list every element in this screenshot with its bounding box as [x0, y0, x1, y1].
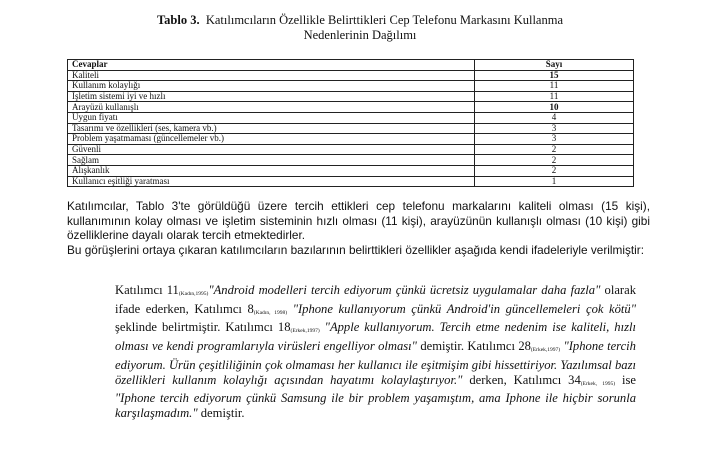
connector-text: derken,	[462, 372, 514, 387]
participant-11-quote: "Android modelleri tercih ediyorum çünkü ücretsiz uygulamalar daha fazla"	[208, 283, 601, 297]
row-count: 11	[475, 81, 634, 92]
row-count: 10	[475, 102, 634, 113]
participant-8-citation: (Kadın, 1998)	[253, 309, 288, 316]
row-label: Alışkanlık	[68, 165, 475, 176]
table-header-row	[68, 60, 634, 71]
table-row	[68, 165, 634, 176]
row-count: 15	[475, 70, 634, 81]
row-count: 2	[475, 155, 634, 166]
table-row	[68, 176, 634, 187]
connector-text: ise	[615, 372, 637, 387]
header-cevaplar: Cevaplar	[68, 60, 475, 71]
table-caption-title: Katılımcıların Özellikle Belirttikleri Cep Telefonu Markasını Kullanma	[205, 13, 563, 27]
body-paragraph	[67, 199, 650, 257]
body-paragraph-2: Bu görüşlerini ortaya çıkaran katılımcıların bazılarının belirttikleri özellikler aşağıda kendi ifadeleriyle verilmiştir:	[67, 242, 644, 257]
row-count: 3	[475, 123, 634, 134]
row-label: Tasarımı ve özellikleri (ses, kamera vb.)	[68, 123, 475, 134]
table-row	[68, 70, 634, 81]
participant-34-quote: "Iphone tercih ediyorum çünkü Samsung ile bir problem yaşamıştım, ama Iphone ile hiçbir sorunla karşılaşmadım."	[115, 391, 636, 420]
participant-18-quote: "Apple kullanıyorum. Tercih etme nedenim ise kaliteli, hızlı olması ve kendi programlarıyla virüsleri engelliyor olması"	[115, 320, 636, 354]
row-label: İşletim sistemi iyi ve hızlı	[68, 91, 475, 102]
row-label: Uygun fiyatı	[68, 112, 475, 123]
responses-table	[67, 59, 634, 187]
participant-8-label: Katılımcı 8	[194, 301, 254, 316]
row-count: 4	[475, 112, 634, 123]
row-count: 1	[475, 176, 634, 187]
row-label: Problem yaşatmaması (güncellemeler vb.)	[68, 134, 475, 145]
participant-11-label: Katılımcı 11	[115, 283, 179, 297]
body-paragraph-1: Katılımcılar, Tablo 3'te görüldüğü üzere tercih ettikleri cep telefonu markalarını kaliteli olması (15 kişi), kullanımının kolay olması ve işletim sisteminin hızlı olması (11 kişi), arayüzünün kullanışlı olması (10 kişi) gibi özelliklerine dayalı olarak tercih etmektedirler.	[67, 199, 650, 243]
row-count: 2	[475, 165, 634, 176]
row-count: 3	[475, 134, 634, 145]
table-row	[68, 144, 634, 155]
table-row	[68, 155, 634, 166]
table-caption-line2: Nedenlerinin Dağılımı	[303, 28, 417, 42]
participant-18-label: Katılımcı 18	[225, 320, 291, 335]
connector-text: demiştir.	[197, 405, 245, 420]
row-label: Kullanım kolaylığı	[68, 81, 475, 92]
row-label: Kullanıcı eşitliği yaratması	[68, 176, 475, 187]
participant-8-quote: "Iphone kullanıyorum çünkü Android'in güncellemeleri çok kötü"	[292, 301, 637, 316]
participant-28-label: Katılımcı 28	[467, 339, 531, 354]
table-row	[68, 91, 634, 102]
participant-34-citation: (Erkek, 1995)	[580, 380, 616, 387]
participant-18-citation: (Erkek,1997)	[290, 328, 320, 335]
row-count: 2	[475, 144, 634, 155]
row-label: Kaliteli	[68, 70, 475, 81]
table-row	[68, 112, 634, 123]
participant-11-citation: (Kadın,1995)	[178, 291, 209, 297]
header-sayi: Sayı	[475, 60, 634, 71]
connector-text: şeklinde belirtmiştir.	[115, 320, 226, 335]
participant-28-citation: (Erkek,1997)	[530, 347, 561, 354]
row-label: Güvenli	[68, 144, 475, 155]
table-caption-label: Tablo 3.	[156, 13, 200, 27]
participant-quotes	[115, 283, 636, 421]
table-row	[68, 102, 634, 113]
table-caption-line1	[0, 13, 720, 28]
row-count: 11	[475, 91, 634, 102]
row-label: Arayüzü kullanışlı	[68, 102, 475, 113]
connector-text: olarak ifade ederken,	[115, 283, 637, 316]
connector-text: demiştir.	[416, 339, 468, 354]
participant-28-quote: "Iphone tercih ediyorum. Ürün çeşitliliğinin çok olmaması her kullanıcı ile eşitmişim gibi hissettiriyor. Yazılımsal bazı özellikleri kullanım kolaylığı açısından hayatımı kolaylaştırıyor."	[115, 339, 636, 387]
participant-34-label: Katılımcı 34	[513, 372, 581, 387]
table-row	[68, 123, 634, 134]
table-row	[68, 134, 634, 145]
row-label: Sağlam	[68, 155, 475, 166]
table-row	[68, 81, 634, 92]
